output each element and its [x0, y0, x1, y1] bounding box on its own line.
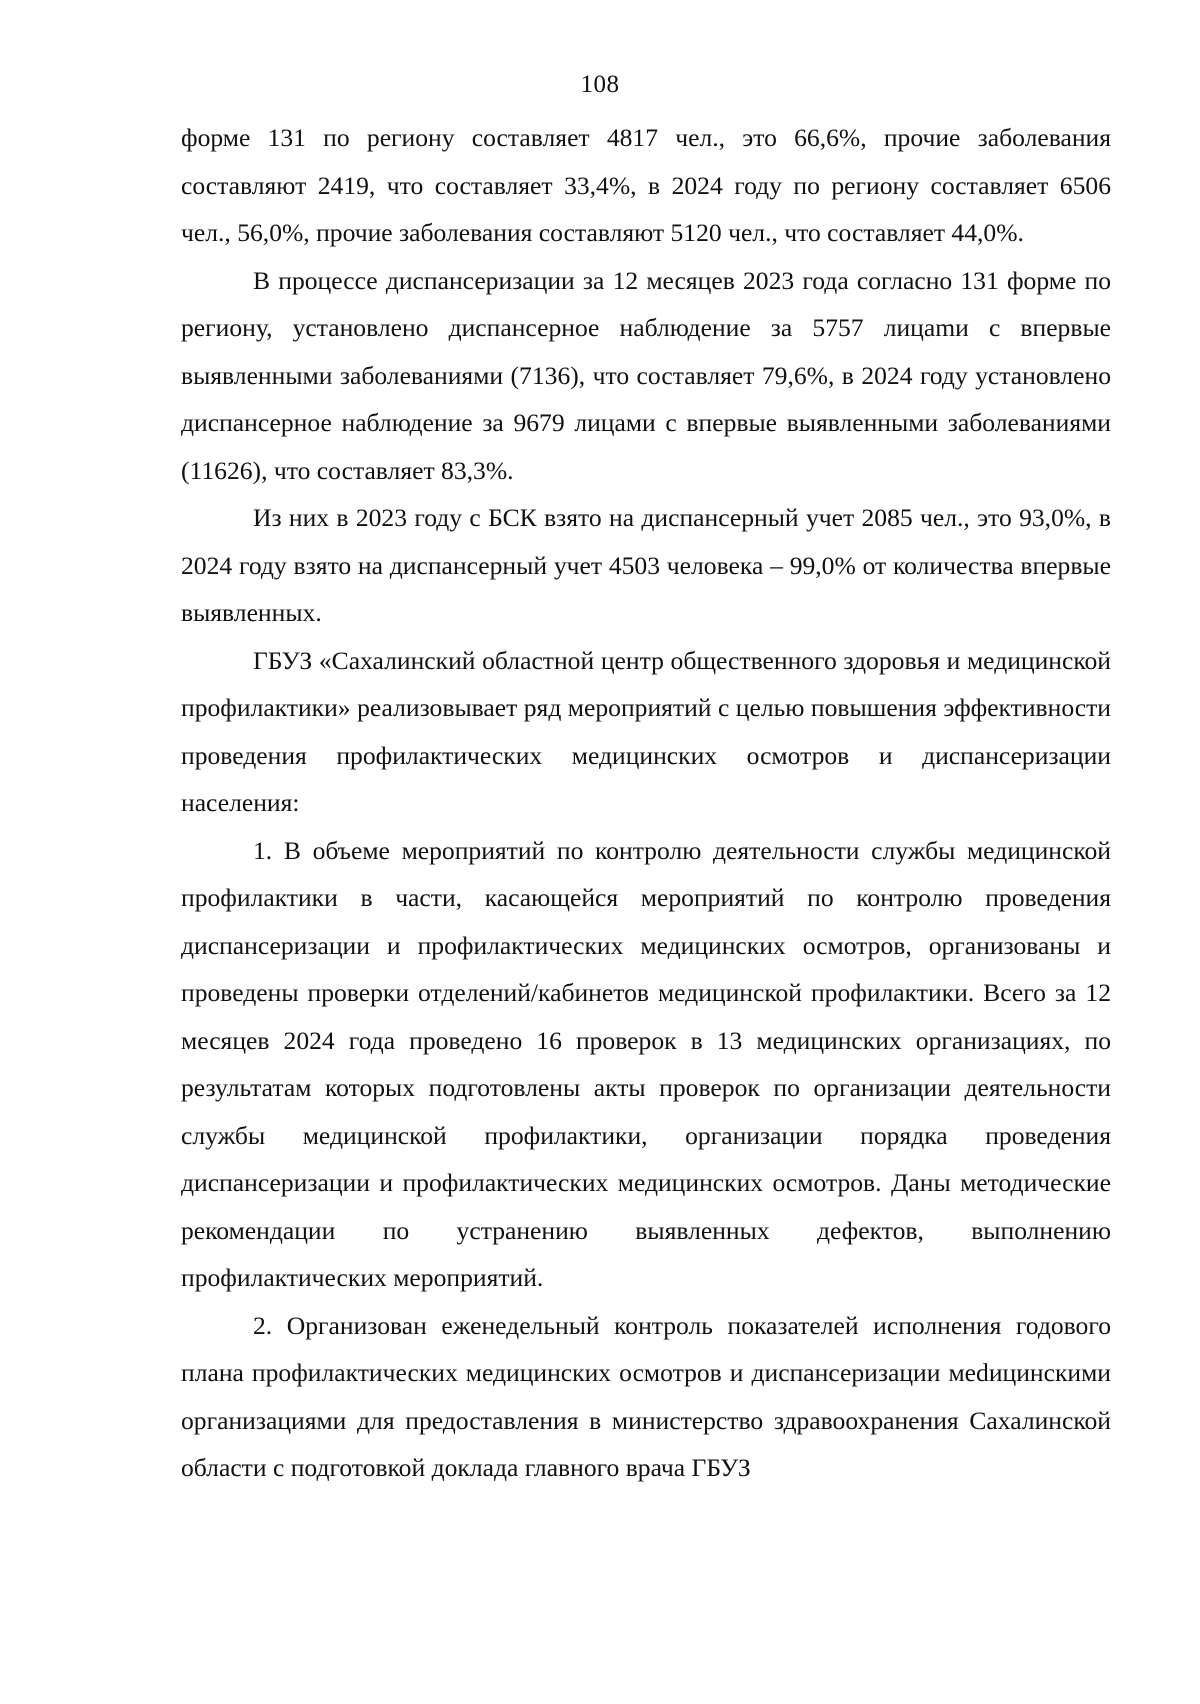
paragraph-dispensary-observation: В процессе диспансеризации за 12 месяцев 2023 года согласно 131 форме по региону, установлено диспансерное наблюдение за 5757 лицаmи с впервые выявленными заболеваниями (7136), что составляет 79,6%, в 2024 году установлено диспансерное наблюдение за 9679 лицами с впервые выявленными заболеваниями (11626), что составляет 83,3%. [181, 265, 1111, 485]
paragraph-bsk-registration: Из них в 2023 году с БСК взято на диспансерный учет 2085 чел., это 93,0%, в 2024 году взято на диспансерный учет 4503 человека – 99,0% от количества впервые выявленных. [181, 503, 1111, 627]
paragraph-item-1-inspections: 1. В объеме мероприятий по контролю деятельности службы медицинской профилактики в части, касающейся мероприятий по контролю проведения диспансеризации и профилактических медицинских осмотров, организованы и проведены проверки отделений/кабинетов медицинской профилактики. Всего за 12 месяцев 2024 года проведено 16 проверок в 13 медицинских организациях, по результатам которых подготовлены акты проверок по организации деятельности службы медицинской профилактики, организации порядка проведения диспансеризации и профилактических медицинских осмотров. Даны методические рекомендации по устранению выявленных дефектов, выполнению профилактических мероприятий. [181, 835, 1111, 1292]
page-number: 108 [580, 71, 620, 98]
paragraph-disease-share: форме 131 по региону составляет 4817 чел., это 66,6%, прочие заболевания составляют 2419, что составляет 33,4%, в 2024 году по региону составляет 6506 чел., 56,0%, прочие заболевания составляют 5120 чел., что составляет 44,0%. [181, 123, 1111, 247]
paragraph-center-activities: ГБУЗ «Сахалинский областной центр общественного здоровья и медицинской профилактики» реализовывает ряд мероприятий с целью повышения эффективности проведения профилактических медицинских осмотров и диспансеризации населения: [181, 645, 1111, 817]
paragraph-item-2-weekly-control: 2. Организован еженедельный контроль показателей исполнения годового плана профилактических медицинских осмотров и диспансеризации меdицинскими организациями для предоставления в министерство здравоохранения Сахалинской области с подготовкой доклада главного врача ГБУЗ [181, 1310, 1111, 1482]
document-body [181, 114, 1111, 1492]
